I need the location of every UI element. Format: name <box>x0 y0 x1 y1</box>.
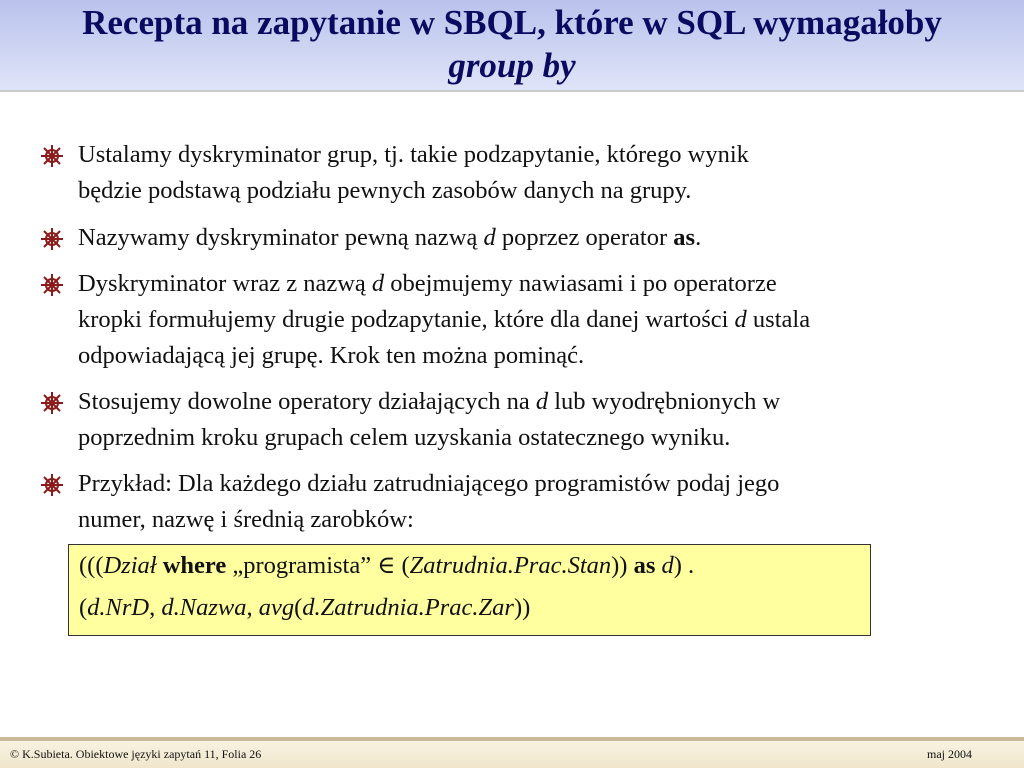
code-line: (d.NrD, d.Nazwa, avg(d.Zatrudnia.Prac.Zar)) <box>79 594 531 621</box>
footer-date: maj 2004 <box>927 747 972 761</box>
footer <box>0 741 1024 768</box>
code-line: (((Dział where „programista” ∈ (Zatrudnia.Prac.Stan)) as d) . <box>79 552 695 579</box>
bullet-text: Ustalamy dyskryminator grup, tj. takie podzapytanie, którego wynik będzie podstawą podziału pewnych zasobów danych na grupy. <box>78 141 749 204</box>
ship-wheel-icon <box>40 473 64 497</box>
ship-wheel-icon <box>40 391 64 415</box>
bullet-text: Dyskryminator wraz z nazwą d obejmujemy nawiasami i po operatorze kropki formułujemy drugie podzapytanie, które dla danej wartości d ustala odpowiadającą jej grupę. Krok ten można pominąć. <box>78 270 811 369</box>
bullet-text: Stosujemy dowolne operatory działających na d lub wyodrębnionych w poprzednim kroku grupach celem uzyskania ostatecznego wyniku. <box>78 388 781 451</box>
ship-wheel-icon <box>40 227 64 251</box>
slide-title-keyword: group by <box>448 46 576 85</box>
ship-wheel-icon <box>40 273 64 297</box>
ship-wheel-icon <box>40 144 64 168</box>
slide-title: Recepta na zapytanie w SBQL, które w SQL wymagałoby <box>82 3 942 42</box>
bullet-text: Przykład: Dla każdego działu zatrudniającego programistów podaj jego numer, nazwę i średnią zarobków: <box>78 470 780 533</box>
code-example-box <box>68 544 871 636</box>
title-bar <box>0 0 1024 92</box>
bullet-text: Nazywamy dyskryminator pewną nazwą d poprzez operator as. <box>78 224 702 251</box>
footer-copyright: © K.Subieta. Obiektowe języki zapytań 11, Folia 26 <box>10 747 262 761</box>
